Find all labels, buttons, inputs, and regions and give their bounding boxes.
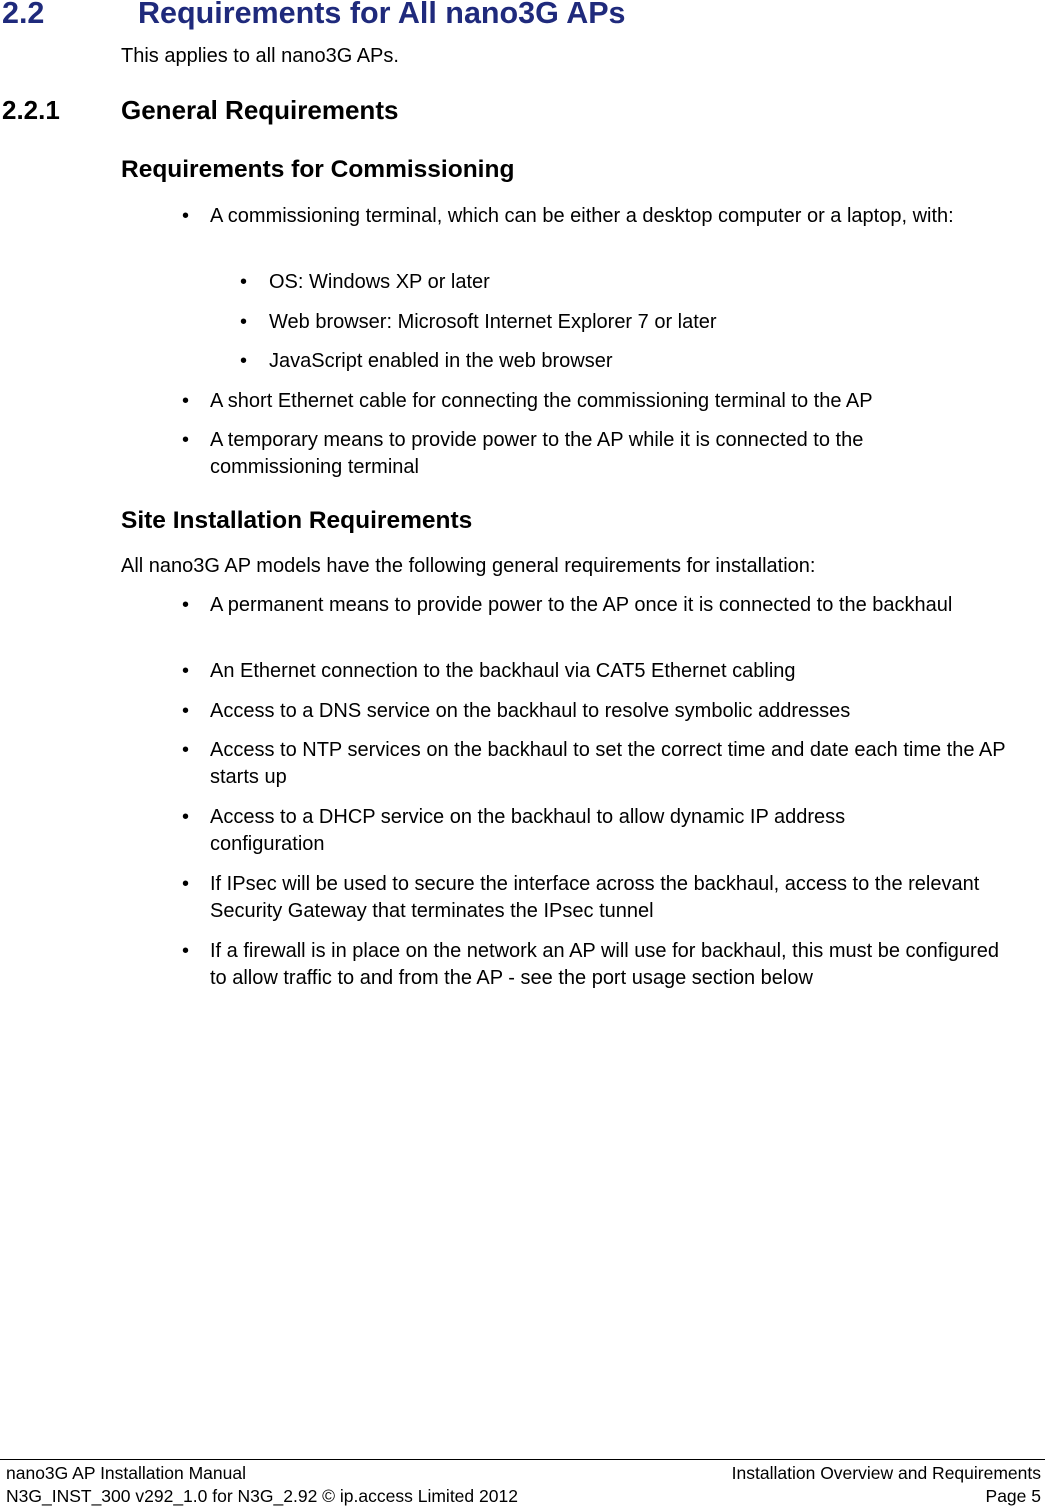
list-item-text: Access to a DNS service on the backhaul to resolve symbolic addresses [210, 700, 851, 722]
site-heading: Site Installation Requirements [121, 507, 473, 534]
list-item-text: If a firewall is in place on the network an AP will use for backhaul, this must be configured to allow traffic to and from the AP - see the port usage section below [210, 940, 999, 989]
bullet: • [182, 205, 190, 227]
list-item-text: A temporary means to provide power to the AP while it is connected to the commissioning terminal [210, 429, 864, 478]
bullet: • [182, 806, 190, 828]
section-number: 2.2 [2, 0, 45, 30]
bullet: • [182, 940, 190, 962]
subsection-title: General Requirements [121, 95, 399, 125]
site-intro: All nano3G AP models have the following general requirements for installation: [121, 555, 816, 577]
list-item-text: An Ethernet connection to the backhaul via CAT5 Ethernet cabling [210, 660, 796, 682]
list-item-text: Access to NTP services on the backhaul to set the correct time and date each time the AP starts up [210, 739, 1006, 788]
footer-chapter-title: Installation Overview and Requirements [731, 1463, 1041, 1483]
list-item-text: Access to a DHCP service on the backhaul to allow dynamic IP address configuration [210, 806, 846, 855]
footer-divider [0, 1459, 1045, 1460]
bullet: • [182, 390, 190, 412]
footer-page-number: Page 5 [985, 1486, 1041, 1506]
sub-list-item-text: OS: Windows XP or later [269, 271, 490, 293]
bullet: • [182, 660, 190, 682]
bullet: • [182, 594, 190, 616]
bullet: • [240, 271, 248, 293]
footer-document-id: N3G_INST_300 v292_1.0 for N3G_2.92 © ip.access Limited 2012 [6, 1486, 518, 1506]
section-title: Requirements for All nano3G APs [138, 0, 626, 30]
list-item-text: A permanent means to provide power to the AP once it is connected to the backhaul [210, 594, 953, 616]
subsection-number: 2.2.1 [2, 95, 60, 125]
list-item-text: A commissioning terminal, which can be either a desktop computer or a laptop, with: [210, 205, 954, 227]
footer-manual-title: nano3G AP Installation Manual [6, 1463, 246, 1483]
sub-list-item-text: JavaScript enabled in the web browser [269, 350, 613, 372]
list-item-text: A short Ethernet cable for connecting the commissioning terminal to the AP [210, 390, 873, 412]
bullet: • [182, 429, 190, 451]
bullet: • [182, 700, 190, 722]
commissioning-heading: Requirements for Commissioning [121, 156, 515, 183]
sub-list-item-text: Web browser: Microsoft Internet Explorer 7 or later [269, 311, 717, 333]
list-item-text: If IPsec will be used to secure the interface across the backhaul, access to the relevant Security Gateway that terminates the IPsec tunnel [210, 873, 980, 922]
section-intro: This applies to all nano3G APs. [121, 45, 399, 67]
bullet: • [240, 311, 248, 333]
bullet: • [182, 739, 190, 761]
bullet: • [240, 350, 248, 372]
bullet: • [182, 873, 190, 895]
